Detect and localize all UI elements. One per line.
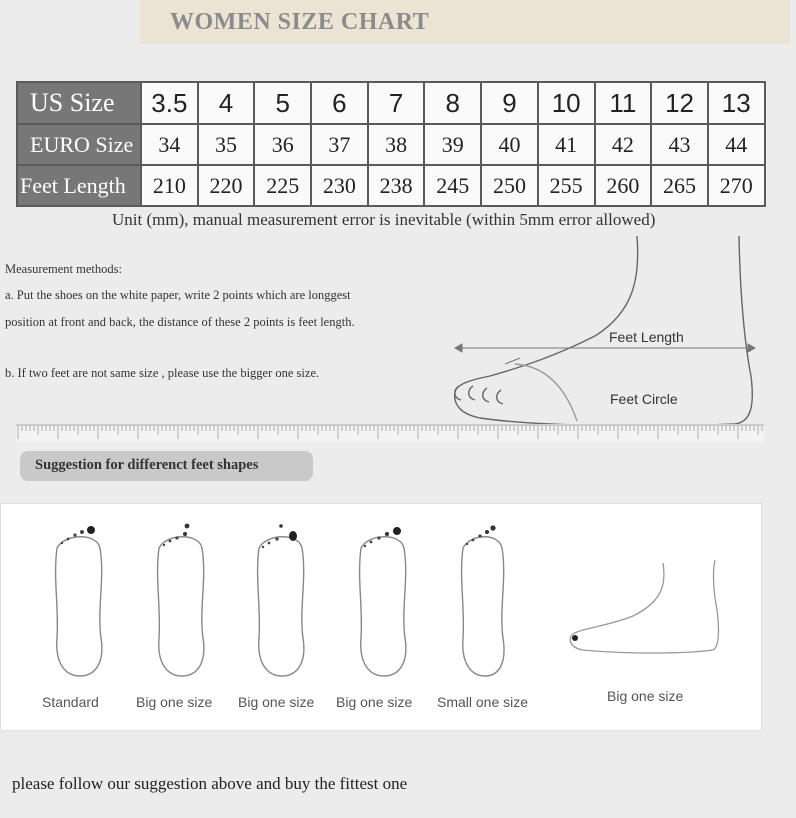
euro-size-row — [17, 124, 765, 165]
table-cell: 6 — [311, 82, 368, 124]
row-header: Feet Length — [17, 165, 141, 206]
shape-label: Standard — [42, 694, 99, 710]
feet-length-row — [17, 165, 765, 206]
footprint-small-one-size-icon — [449, 518, 519, 678]
table-cell: 36 — [254, 124, 311, 165]
footprint-big-one-size-icon — [247, 518, 317, 678]
foot-side-view-diagram — [445, 236, 765, 436]
table-cell: 260 — [595, 165, 652, 206]
table-cell: 34 — [141, 124, 198, 165]
table-cell: 245 — [424, 165, 481, 206]
table-cell: 42 — [595, 124, 652, 165]
table-cell: 43 — [651, 124, 708, 165]
table-cell: 3.5 — [141, 82, 198, 124]
method-a-line2: position at front and back, the distance of these 2 points is feet length. — [5, 315, 355, 329]
table-cell: 10 — [538, 82, 595, 124]
table-cell: 225 — [254, 165, 311, 206]
feet-shapes-panel — [0, 503, 762, 731]
shape-label: Big one size — [336, 694, 413, 710]
table-cell: 13 — [708, 82, 765, 124]
table-cell: 44 — [708, 124, 765, 165]
table-cell: 9 — [481, 82, 538, 124]
page-title: WOMEN SIZE CHART — [170, 9, 430, 35]
table-cell: 250 — [481, 165, 538, 206]
shape-label: Big one size — [136, 694, 213, 710]
unit-note: Unit (mm), manual measurement error is inevitable (within 5mm error allowed) — [112, 210, 656, 229]
shape-label: Big one size — [238, 694, 315, 710]
table-cell: 11 — [595, 82, 652, 124]
method-b: b. If two feet are not same size , please use the bigger one size. — [5, 366, 320, 380]
footprint-standard-icon — [45, 518, 115, 678]
shape-label: Big one size — [607, 688, 684, 704]
feet-circle-label: Feet Circle — [610, 391, 678, 407]
table-cell: 220 — [198, 165, 255, 206]
methods-heading: Measurement methods: — [5, 262, 122, 276]
table-cell: 270 — [708, 165, 765, 206]
table-cell: 230 — [311, 165, 368, 206]
table-cell: 39 — [424, 124, 481, 165]
table-cell: 38 — [368, 124, 425, 165]
table-cell: 37 — [311, 124, 368, 165]
table-cell: 40 — [481, 124, 538, 165]
table-cell: 41 — [538, 124, 595, 165]
feet-length-label: Feet Length — [609, 329, 684, 345]
footer-note: please follow our suggestion above and buy the fittest one — [12, 774, 408, 793]
table-cell: 238 — [368, 165, 425, 206]
method-a-line1: a. Put the shoes on the white paper, write 2 points which are longgest — [5, 288, 351, 302]
table-cell: 265 — [651, 165, 708, 206]
footprint-big-one-size-icon — [349, 518, 419, 678]
row-header: US Size — [17, 82, 141, 124]
table-cell: 7 — [368, 82, 425, 124]
footprint-big-one-size-icon — [147, 518, 217, 678]
size-table — [16, 81, 766, 207]
table-cell: 35 — [198, 124, 255, 165]
table-cell: 8 — [424, 82, 481, 124]
suggestion-heading: Suggestion for differenct feet shapes — [20, 451, 313, 481]
row-header: EURO Size — [17, 124, 141, 165]
table-cell: 12 — [651, 82, 708, 124]
ruler — [16, 424, 764, 442]
table-cell: 5 — [254, 82, 311, 124]
table-cell: 210 — [141, 165, 198, 206]
table-cell: 4 — [198, 82, 255, 124]
us-size-row — [17, 82, 765, 124]
footprint-side-big-one-size-icon — [563, 558, 723, 658]
shape-label: Small one size — [437, 694, 529, 710]
table-cell: 255 — [538, 165, 595, 206]
